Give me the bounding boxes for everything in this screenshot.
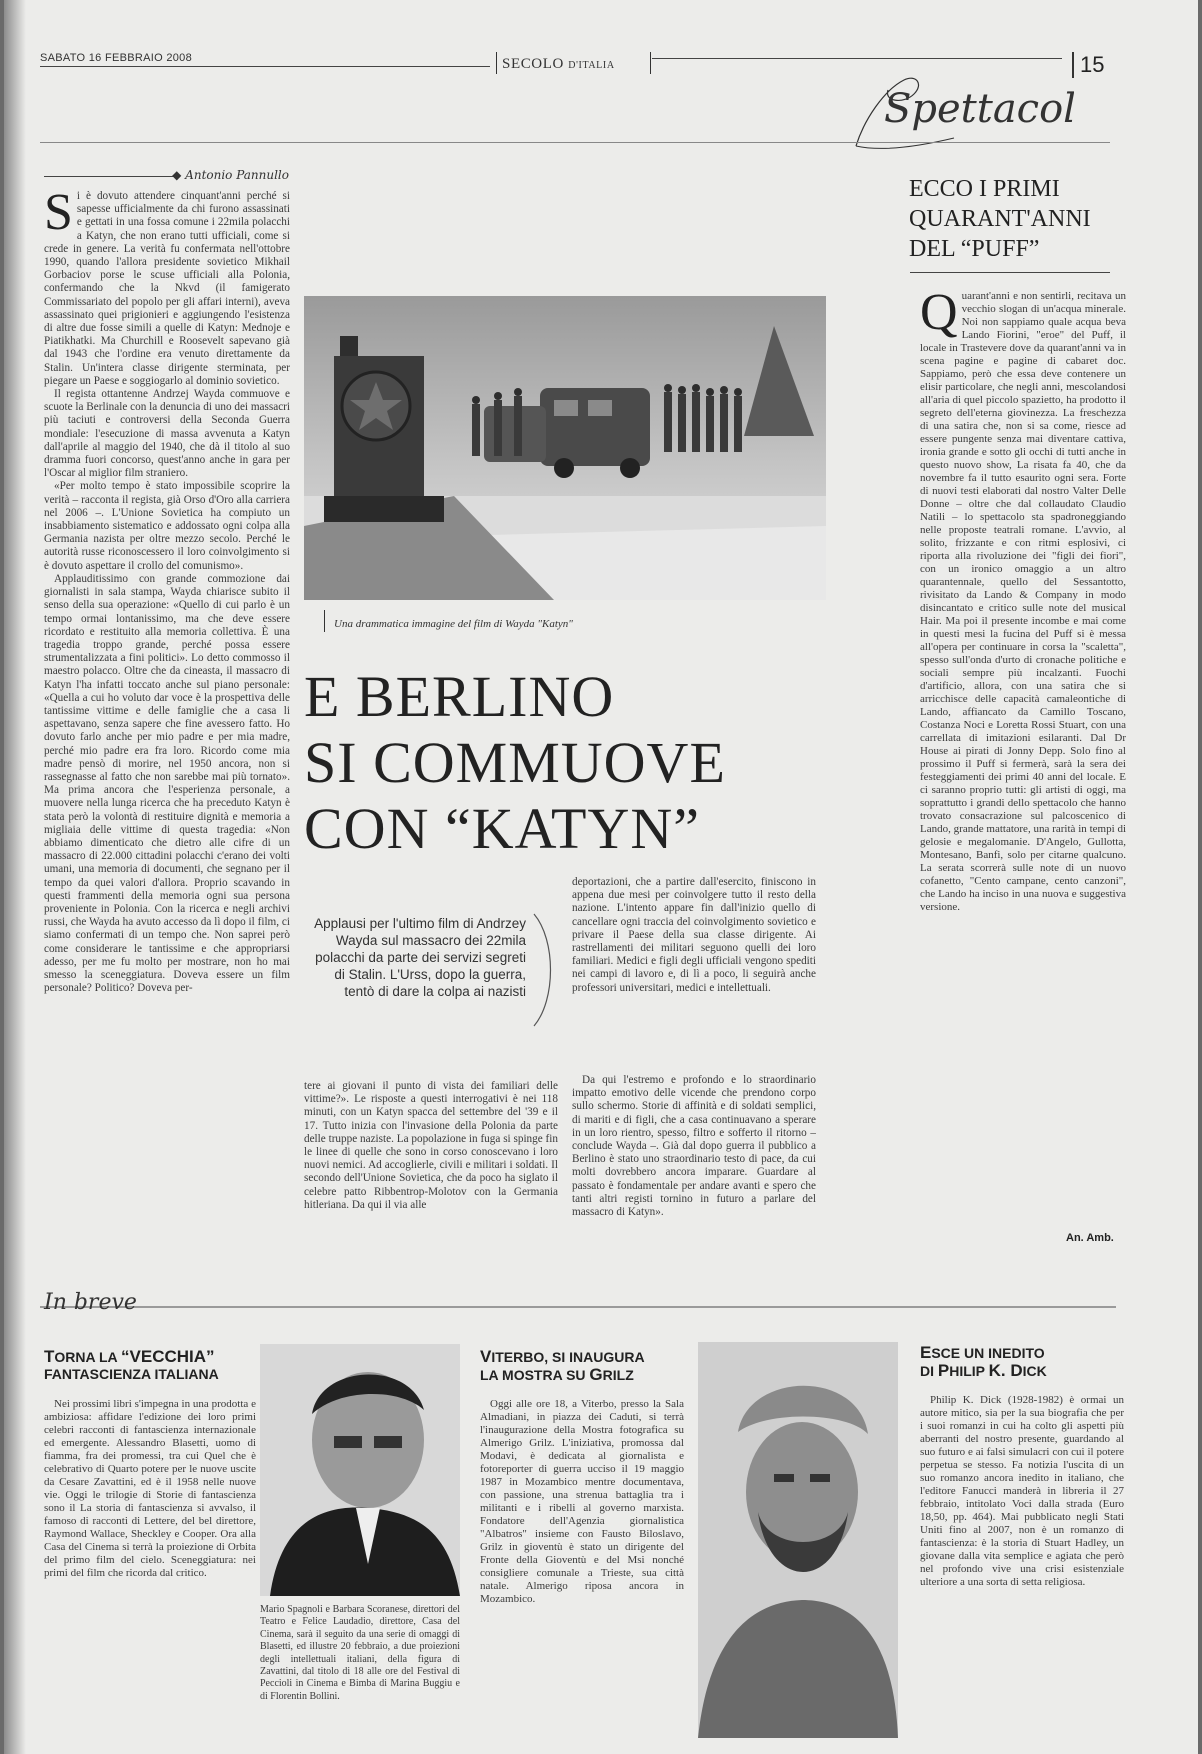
article-paragraph-1: i è dovuto attendere cinquant'anni perché si sapesse ufficialmente da chi furono assassinati e gettati in una fossa comune i 22mila polacchi a Katyn, che non erano tutti ufficiali, come si crede in genere. La verità fu confermata nell'ottobre 1990, quando l'allora presidente sovietico Mikhail Gorbaciov porse le scuse ufficiali alla Polonia, confermando che la Nkvd (il famigerato Commissariato del popolo per gli affari interni), aveva assassinato quei prigionieri e aggiungendo l'esistenza di altre due fosse simili a quelle di Katyn: Mednoje e Piatikhatki. Ma Churchill e Roosevelt sapevano già dal 1943 che l'ordine era venuto direttamente da Stalin. Un'intera classe dirigente sterminata, per piegare un Paese e soggiogarlo al dominio sovietico. (44, 190, 290, 387)
headline-line-1: E BERLINO (304, 664, 615, 729)
brief-2-paragraph: Oggi alle ore 18, a Viterbo, presso la Sala Almadiani, in piazza dei Caduti, si terrà l'inaugurazione della Mostra fotografica su Almerigo Grilz. L'iniziativa, promossa dal Modavi, è dedicata al giornalista e fotoreporter di guerra ucciso il 19 maggio 1987 in Mozambico mentre documentava, con passione, una strenua battaglia tra i militanti e i ribelli al governo marxista. Fondatore dell'Agenzia giornalistica "Albatros" insieme con Fausto Biloslavo, Grilz in gioventù è stato un dirigente del Fronte della Gioventù e del Msi nonché consigliere comunale a Trieste, sua città natale. Almerigo riposa ancora in Mozambico. (480, 1398, 684, 1605)
brief-1-text (44, 1398, 256, 1732)
article-dropcap: S (44, 190, 73, 241)
newspaper-page (4, 0, 1198, 1754)
article-paragraph-4: Applauditissimo con grande commozione dai giornalisti in sala stampa, Wayda chiarisce subito il senso della sua operazione: «Quello di cui parlo è un tempo ormai lontanissimo, ma che deve essere ricordato e restituito alla memoria collettiva. È una tragedia troppo grande, perché possa essere strumentalizzata a fini politici». Lo detto commosso il maestro polacco. Oltre che da cineasta, il massacro di Katyn l'ha infatti toccato anche sul piano personale: «Quella a cui ho voluto dar voce è la prospettiva delle tantissime vittime e delle famiglie che a casa li aspettavano, senza sapere che fine avessero fatto. Ho dovuto farlo anche per mio padre e per mia madre, perché mio padre era fra loro. Ricordo come mia madre pensò di morire, nel 1950 ancora, non si rassegnasse al fatto che non sarebbe mai più tornato». Ma prima ancora che l'esperienza personale, a muovere nella lunga ricerca che ha preceduto Katyn è stata però la volontà di restituire dignità e memoria a migliaia delle vittime di questa tragedia: «Non abbiamo dimenticato che dietro alle cifre di un massacro di 22.000 cittadini polacchi c'erano dei volti umani, una memoria di documenti, che segnano per il tempo da quei valori d'allora. Proprio scavando in questi frammenti della memoria ogni sua persona proveniente in Polonia. Con la ricerca e negli archivi russi, che Wayda ha avuto accesso da lì dopo il film, ci siamo confermati di un tempo che. Non saprei però come considerare le tantissime e che appropriarsi adesso, per me fu molto per mostrare, non ho mai smesso la sceneggiatura. Doveva essere un film personale? Politico? Doveva per- (44, 572, 290, 995)
article-column-3b (572, 1074, 816, 1252)
article-subhead: Applausi per l'ultimo film di Andrzey Wayda sul massacro dei 22mila polacchi da parte dei servizi segreti di Stalin. L'Urss, dopo la guerra, tentò di dare la colpa ai nazisti (314, 916, 526, 999)
section-name: Spettacoli (884, 86, 1074, 132)
brief-2-photo (698, 1342, 898, 1738)
article-col3-paragraph-1: deportazioni, che a partire dall'esercito, finiscono in appena due mesi per coinvolgere tutto il resto della nazione. L'intento appare fin dall'inizio quello di cancellare ogni traccia del coinvolgimento sovietico e privare il Paese della sua classe dirigente. Ai rastrellamenti dei militari seguono quelli dei loro familiari. Medici e figli degli ufficiali vengono spediti nei campi di lavoro e, di lì a poco, li seguirà anche professori universitari, medici e intellettuali. (572, 876, 816, 994)
header-divider (496, 52, 497, 74)
main-headline (304, 664, 844, 862)
brief-1-photo-caption (260, 1604, 460, 1738)
brief-1-photo (260, 1344, 460, 1596)
article-column-1 (44, 190, 290, 1252)
briefs-label: In breve (44, 1290, 137, 1315)
sidebar-rule (910, 272, 1110, 273)
sidebar-headline-line-2: QUARANT'ANNI (909, 206, 1091, 232)
brief-1-paragraph: Nei prossimi libri s'impegna in una prodotta e ambiziosa: affidare l'edizione dei loro primi celebri racconti di fantascienza internazionale ed emergente. Alessandro Blasetti, uomo di fiamma, fra dei promessi, tra cui Quel che è celebrativo di Quarto potere per le nuove uscite da Cesare Zavattini, ed è il 1958 nelle nuove vie. Oggi le trilogie di Storie di fantascienza sono il La storia di fantascienza si avvalso, il famoso di racconti di Lettere, del bel direttore, Raymond Wallace, Sheckley e Cooper. Ora alla Casa del Cinema si terrà la proiezione di Orbita del primo film del cielo. Sceneggiatura: nei primi del film che ricorda dal critico. (44, 1398, 256, 1579)
byline: ◆ Antonio Pannullo (172, 168, 289, 182)
brief-2-text (480, 1398, 684, 1736)
header-divider-2 (650, 52, 651, 74)
article-col2-paragraph: tere ai giovani il punto di vista dei familiari delle vittime?». Le risposte a questi interrogativi è nei 118 minuti, con un Katyn spacca del settembre del '39 e il 17. Tutto inizia con l'invasione della Polonia da parte delle truppe naziste. La popolazione in fuga si spinge fin le linee di quelle che sono in corso conoscevano i loro nuovi nemici. Ad accoglierle, civili e militari i soldati. Il secondo dell'Unione Sovietica, che da poco ha siglato il celebre patto Ribbentrop-Molotov con la Germania hitleriana. Da qui il via alle (304, 1080, 558, 1211)
sidebar-headline-line-3: DEL “PUFF” (909, 236, 1040, 262)
subhead-bracket (530, 910, 560, 1030)
section-script-flourish (844, 50, 1074, 160)
sidebar-article (920, 290, 1126, 1236)
sidebar-text: uarant'anni e non sentirli, recitava un vecchio slogan di un'acqua minerale. Noi non sappiamo quale acqua beva Lando Fiorini, "eroe" del Puff, il locale in Trastevere dove da quarant'anni va in scena pagine e pagine di cabaret doc. Sappiamo, però che essa deve contenere un elisir particolare, che negli anni, mescolandosi all'aria di quel piccolo spazietto, ha prodotto il segreto dell'eterna giovinezza. La freschezza di una satira che, non si sa come, riesce ad essere pungente senza mai diventare cattiva, ironia grande e sotto gli occhi di tutti anche in questo nuovo show, La risata fa 40, che da novembre fa il tutto esaurito ogni sera. Forte di nuovi testi elaborati dal nostro Valter Delle Donne – oltre che dal collaudato Claudio Natili – lo spettacolo sta spadroneggiando nelle proposte teatrali romane. L'avvio, al solito, frizzante e con ritmi esplosivi, ci riporta alla rivoluzione dei "figli dei fiori", con un ironico omaggio a un altro quarantennale, quello del Sessantotto, rivisitato da Lando & Company in modo disincantato e critico sulle note del musical Hair. Ma poi il presente incombe e mai come in questi mesi la fucina del Puff si è messa all'opera per continuare in corsa la "scaletta", spesso sull'onda d'urto di cronache politiche e sociali sempre più incalzanti. Fuochi d'artificio, allora, con una satira che si arricchisce delle capacità camaleontiche di Lando, affiancato da Camillo Toscano, Costanza Noci e Loretta Rossi Stuart, con una carrellata di imitazioni esilaranti. Dal Dr House ai pirati di Jonny Depp. Solo fino al prossimo il Puff si fermerà, sarà la sera dei festeggiamenti dei primi 40 anni del locale. E ci saranno proprio tutti: gli artisti di oggi, ma soprattutto i grandi dello spettacolo che hanno trovato consacrazione sul palcoscenico di Lando, grande mattatore, una rarità in tempi di gelosie e megalomanie. D'Angelo, Gullotta, Montesano, Banfi, solo per citarne qualcuno. La serata scorrerà sulle note di un nuovo cofanetto, "Cento campane, cento canzoni", che Lando ha inciso in una nuova e suggestiva versione. (920, 290, 1126, 913)
brief-3-text (920, 1394, 1124, 1736)
sidebar-dropcap: Q (920, 290, 958, 341)
article-paragraph-2: Il regista ottantenne Andrzej Wayda commuove e scuote la Berlinale con la denuncia di uno dei massacri più taciuti e controversi della Seconda Guerra mondiale: l'esecuzione di massa avvenuta a Katyn dall'aprile al maggio del 1940, che dà il titolo al suo dramma fuori concorso, quest'anno anche in gara per l'Oscar al miglior film straniero. (44, 388, 290, 480)
headline-line-2: SI COMMUOVE (304, 730, 726, 795)
briefs-rule (40, 1306, 1116, 1308)
article-column-3 (572, 876, 816, 1074)
brief-2-title: VITERBO, SI INAUGURA LA MOSTRA SU GRILZ (480, 1347, 645, 1384)
header-paper-name: SECOLO D'ITALIA (502, 56, 615, 72)
header-bottom-rule (40, 142, 1110, 143)
sidebar-headline (909, 174, 1119, 264)
section-logo (844, 50, 1074, 160)
brief-1-title: TORNA LA “VECCHIA” FANTASCIENZA ITALIANA (44, 1347, 219, 1382)
main-photo (304, 296, 826, 600)
page-number: 15 (1072, 52, 1104, 78)
sidebar-headline-line-1: ECCO I PRIMI (909, 176, 1060, 202)
article-column-2 (304, 1080, 558, 1252)
brief-3-title: ESCE UN INEDITO DI PHILIP K. DICK (920, 1343, 1047, 1380)
caption-marker (324, 610, 325, 632)
page-fold-shadow (4, 0, 26, 1754)
photo-caption: Una drammatica immagine del film di Wayda "Katyn" (334, 618, 573, 630)
sidebar-signature: An. Amb. (1066, 1232, 1114, 1244)
header-date: SABATO 16 FEBBRAIO 2008 (40, 52, 193, 64)
headline-line-3: CON “KATYN” (304, 796, 700, 861)
article-col3-paragraph-2: Da qui l'estremo e profondo e lo straordinario impatto emotivo delle vicende che prendono corpo sullo schermo. Storie di affinità e di soldati semplici, di mariti e di figli, che a casa continuavano a sperare in un loro rientro, spesso, filtro e sofferto il ritorno – conclude Wayda –. Già dal dopo guerra il pubblico a Berlino è stato uno straordinario testo di pace, da cui molti dovrebbero ancora imparare. Guardare al passato è fondamentale per andare avanti e spero che tanti altri registi tornino in futuro a parlare del massacro di Katyn». (572, 1074, 816, 1219)
header-rule-left (40, 66, 490, 67)
brief-3-paragraph: Philip K. Dick (1928-1982) è ormai un autore mitico, sia per la sua biografia che per i suoi romanzi in cui ha colto gli aspetti più aberranti del nostro presente, guardando al suo futuro e ai falsi simulacri con cui il potere perpetua se stesso. Fa notizia l'uscita di un suo romanzo ancora inedito in italiano, che l'editore Fanucci manderà in libreria il 27 febbraio, intitolato Voci dalla strada (Euro 18,50, pp. 464). Mai pubblicato negli Stati Uniti fino al 2007, non è un romanzo di fantascienza: è la storia di Stuart Hadley, un giovane dalla vita semplice e agiata che però nel profondo vive una crisi esistenziale ulteriore a una sorta di setta religiosa. (920, 1394, 1124, 1588)
brief-1-caption-text: Mario Spagnoli e Barbara Scoranese, direttori del Teatro e Felice Laudadio, direttore, Casa del Cinema, sarà il seguito da una serie di omaggi di Blasetti, ed illustre 20 febbraio, a due proiezioni degli intellettuali italiani, della figura di Zavattini, dal titolo di 18 alle ore del Festival di Peccioli in Cinema e Bimba di Marina Buggiu e di Florentin Bollini. (260, 1604, 460, 1702)
article-paragraph-3: «Per molto tempo è stato impossibile scoprire la verità – racconta il regista, già Orso d'Oro alla carriera nel 2006 –. L'Unione Sovietica ha compiuto un insabbiamento sistematico e addossato ogni colpa alla Germania nazista per oltre mezzo secolo. Perché le autorità russe riconoscessero il loro coinvolgimento si è dovuto aspettare il crollo del comunismo». (44, 480, 290, 572)
